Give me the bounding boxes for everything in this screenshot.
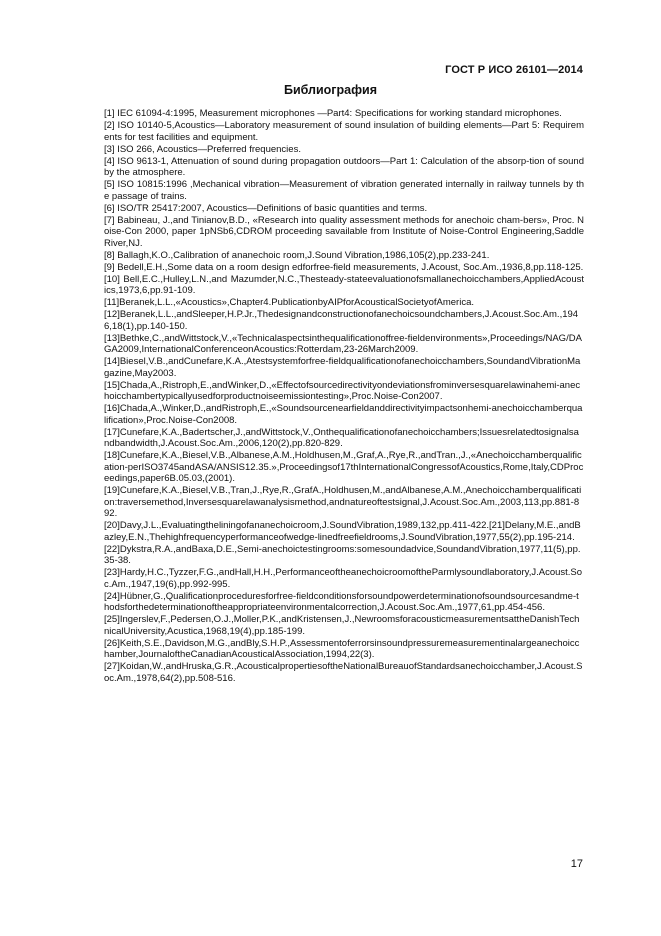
reference-item: [16]Chada,A.,Winker,D.,andRistroph,E.,«Soundsourcenearfieldanddirectivityimpactsonhemi-anechoicchamberqualification»,Proc.Noise-Con2008. [104, 403, 583, 426]
reference-item: [3] ISO 266, Acoustics—Preferred frequencies. [104, 143, 301, 155]
bibliography-list [104, 108, 584, 685]
reference-item: [20]Davy,J.L.,Evaluatingtheliningofananechoicroom,J.SoundVibration,1989,132,pp.411-422.[21]Delany,M.E.,andBazley,E.N.,Thehighfrequencyperformanceofwedge-linedfreefieldrooms,J.SoundVibration,1977,55(2),pp.195-214. [104, 520, 581, 543]
reference-item: [26]Keith,S.E.,Davidson,M.G.,andBly,S.H.P.,Assessmentoferrorsinsoundpressuremeasurementinalargeanechoicchamber,JournaloftheCanadianAcousticalAssociation,1994,22(3). [104, 637, 580, 660]
reference-item: [9] Bedell,E.H.,Some data on a room design edforfree-field measurements, J.Acoust, Soc.Am.,1936,8,pp.118-125. [104, 261, 584, 273]
reference-item: [8] Ballagh,K.O.,Calibration of ananechoic room,J.Sound Vibration,1986,105(2),pp.233-241. [104, 249, 490, 261]
reference-item: [4] ISO 9613-1, Attenuation of sound during propagation outdoors—Part 1: Calculation of the absorp-tion of sound by the atmosphere. [104, 155, 584, 178]
page-title: Библиография [283, 83, 378, 97]
reference-item: [27]Koidan,W.,andHruska,G.R.,AcousticalpropertiesoftheNationalBureauofStandardsanechoicchamber,J.Acoust.Soc.Am.,1978,64(2),pp.508-516. [104, 661, 583, 684]
reference-item: [17]Cunefare,K.A.,Badertscher,J.,andWittstock,V.,Onthequalificationofanechoicchambers;Issuesrelatedtosignalsandbandwidth,J.Acoust.Soc.Am.,2006,120(2),pp.820-829. [104, 426, 579, 449]
reference-item: [12]Beranek,L.L.,andSleeper,H.P.Jr.,Thedesignandconstructionofanechoicsoundchambers,J.Acoust.Soc.Am.,1946,18(1),pp.140-150. [104, 309, 579, 332]
reference-item: [11]Beranek,L.L.,«Acoustics»,Chapter4.PublicationbyAIPforAcousticalSocietyofAmerica. [104, 297, 474, 308]
reference-item: [1] IEC 61094-4:1995, Measurement microphones —Part4: Specifications for working standard microphones. [104, 108, 562, 119]
reference-item: [14]Biesel,V.B.,andCunefare,K.A.,Atestsystemforfree-fieldqualificationofanechoicchambers,SoundandVibrationMagazine,May2003. [104, 356, 581, 379]
reference-item: [10] Bell,E.C.,Hulley,L.N.,and Mazumder,N.C.,Thesteady-stateevaluationofsmallanechoicchambers,AppliedAcoustics,1973,6,pp.91-109. [104, 273, 584, 296]
reference-item: [7] Babineau, J.,and Tinianov,B.D., «Research into quality assessment methods for anechoic cham-bers», Proc. Noise-Con 2000, paper 1pNSb6,CDROM proceeding savailable from Institute of Noise-Control Engineering,Saddle River,NJ. [104, 214, 584, 249]
reference-item: [24]Hübner,G.,Qualificationproceduresforfree-fieldconditionsforsoundpowerdeterminationofsoundsourcesandme-thodsforthedeterminationoftheappropriateenvironmentalcorrection,J.Acoust.Soc.Am.,1977,61,pp.454-456. [104, 590, 579, 613]
page-number: 17 [570, 858, 583, 870]
reference-item: [18]Cunefare,K.A.,Biesel,V.B.,Albanese,A.M.,Holdhusen,M.,Graf,A.,Rye,R.,andTran.,J.,«Anechoicchamberqualification-perISO3745andASA/ANSIS12.35.»,Proceedingsof17thInternationalCongressofAcoustics,Rome,Italy,CDProceedings,paper6B.05.03,(2001). [104, 450, 584, 484]
reference-item: [15]Chada,A.,Ristroph,E.,andWinker,D.,«Effectofsourcedirectivityondeviationsfrominversesquarelawinahemi-anechoicchambertypicallyusedforproductnoiseemissiontesting»,Proc.Noise-Con2007. [104, 379, 581, 402]
reference-item: [22]Dykstra,R.A.,andBaxa,D.E.,Semi-anechoictestingrooms:somesoundadvice,SoundandVibration,1977,11(5),pp.35-38. [104, 543, 581, 566]
document-code: ГОСТ Р ИСО 26101—2014 [445, 64, 583, 76]
reference-item: [6] ISO/TR 25417:2007, Acoustics—Definitions of basic quantities and terms. [104, 202, 428, 214]
reference-item: [23]Hardy,H.C.,Tyzzer,F.G.,andHall,H.H.,PerformanceoftheanechoicroomoftheParmlysoundlaboratory,J.Acoust.Soc.Am.,1947,19(6),pp.992-995. [104, 567, 583, 590]
reference-item: [19]Cunefare,K.A.,Biesel,V.B.,Tran,J.,Rye,R.,GrafA.,Holdhusen,M.,andAlbanese,A.M.,Anechoicchamberqualification:traversemethod,Inversesquarelawanalysismethod,andnatureoftestsignal,J.Acoust.Soc.Am.,2003,113,pp.881-892. [104, 485, 582, 519]
reference-item: [13]Bethke,C.,andWittstock,V.,«Technicalaspectsinthequalificationoffree-fieldenvironments»,Proceedings/NAG/DAGA2009,InternationalConferenceonAcoustics:Rotterdam,23-26March2009. [104, 332, 582, 355]
reference-item: [2] ISO 10140-5,Acoustics—Laboratory measurement of sound insulation of building elements—Part 5: Requirements for test facilities and equipment. [104, 120, 584, 143]
reference-item: [25]Ingerslev,F.,Pedersen,O.J.,Moller,P.K.,andKristensen,J.,NewroomsforacousticmeasurementsattheDanishTechnicalUniversity,Acustica,1968,19(4),pp.185-199. [104, 614, 580, 637]
reference-item: [5] ISO 10815:1996 ,Mechanical vibration—Measurement of vibration generated internally in railway tunnels by the passage of trains. [104, 179, 584, 202]
